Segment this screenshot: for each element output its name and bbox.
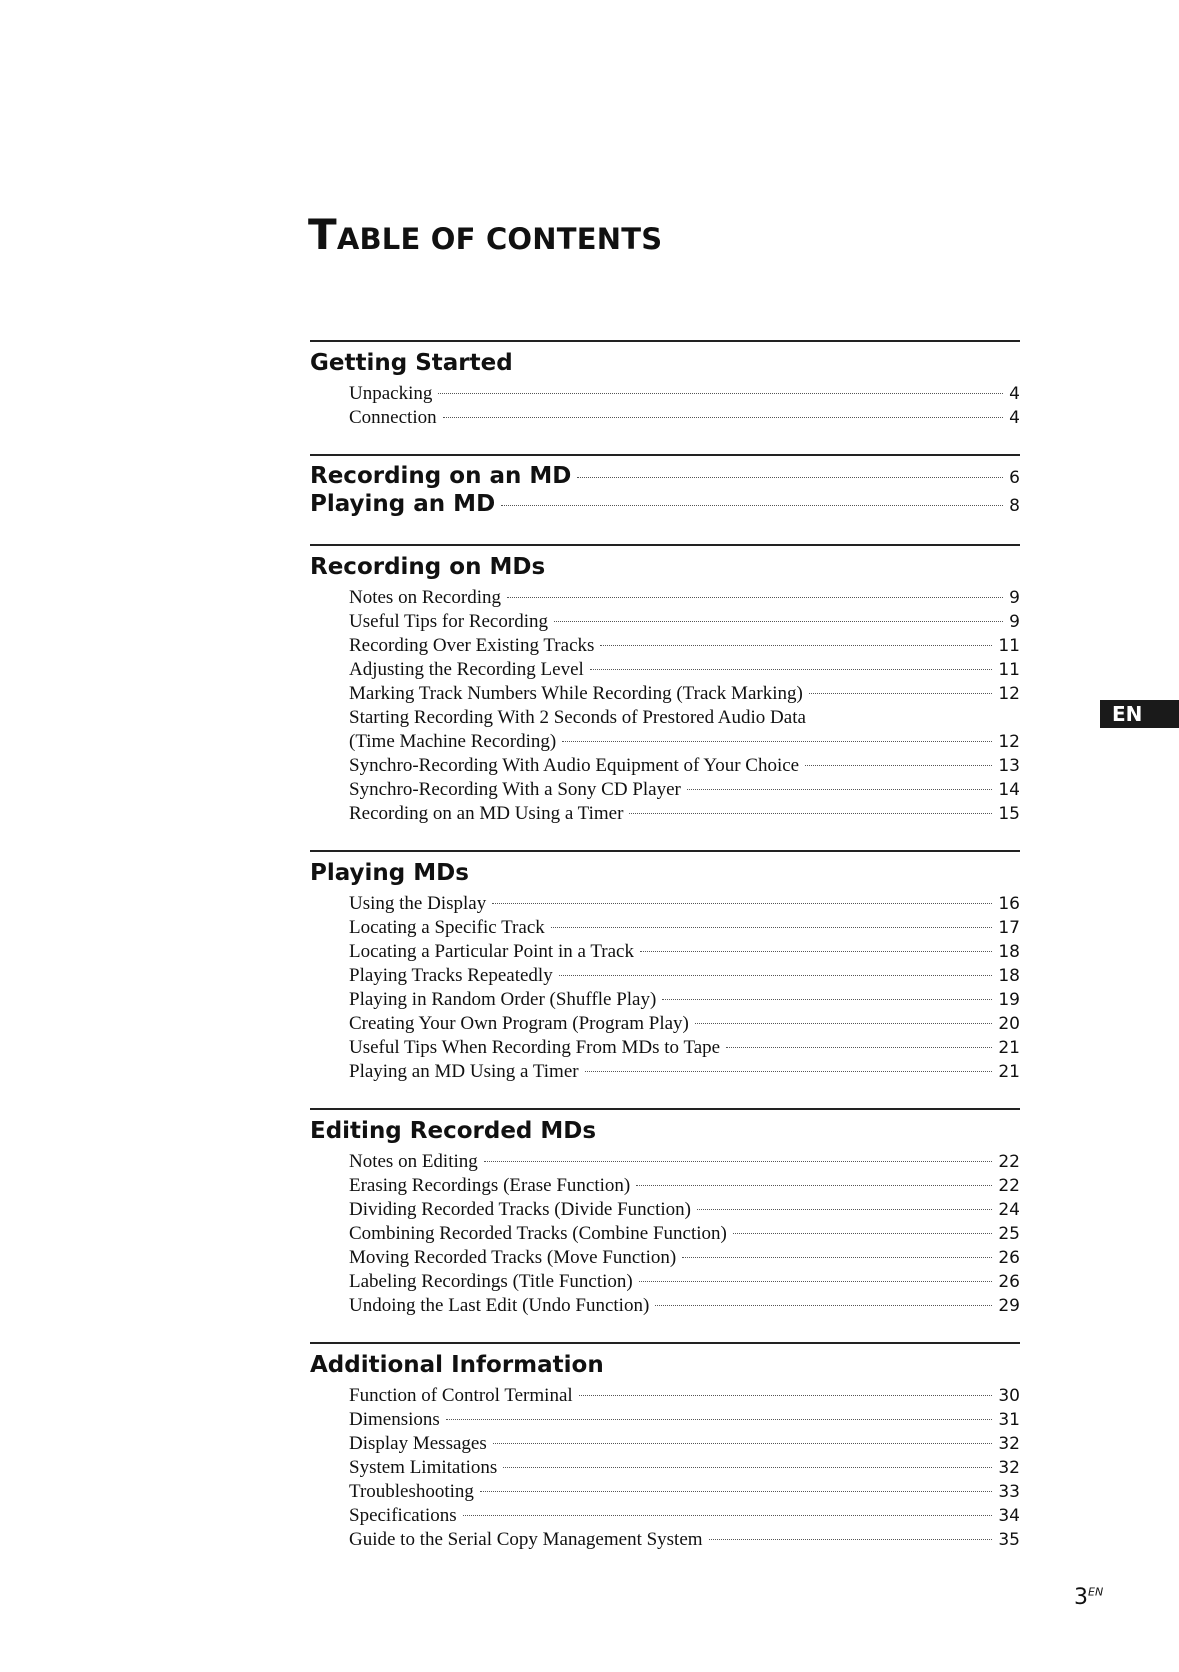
- toc-entry[interactable]: [349, 1432, 1020, 1456]
- dot-leader: [640, 951, 992, 952]
- entry-label: Synchro-Recording With a Sony CD Player: [349, 779, 681, 800]
- page-number-suffix: EN: [1088, 1585, 1104, 1599]
- entry-page: 8: [1009, 496, 1020, 516]
- toc-entry[interactable]: [349, 730, 1020, 754]
- entry-page: 21: [998, 1038, 1020, 1058]
- toc-entry[interactable]: [349, 1222, 1020, 1246]
- entry-label: Using the Display: [349, 893, 487, 914]
- toc-entry[interactable]: [349, 988, 1020, 1012]
- entry-label: Moving Recorded Tracks (Move Function): [349, 1247, 677, 1268]
- toc-entry[interactable]: [349, 754, 1020, 778]
- dot-leader: [600, 645, 992, 646]
- dot-leader: [562, 741, 992, 742]
- toc-entry[interactable]: [349, 658, 1020, 682]
- dot-leader: [697, 1209, 992, 1210]
- entry-label: Useful Tips for Recording: [349, 611, 548, 632]
- entry-page: 11: [998, 660, 1020, 680]
- entry-page: 15: [998, 804, 1020, 824]
- toc-entry[interactable]: [349, 1408, 1020, 1432]
- entry-label: Recording on an MD Using a Timer: [349, 803, 624, 824]
- toc-entry[interactable]: [349, 1528, 1020, 1552]
- entry-label: Connection: [349, 407, 437, 428]
- entry-page: 4: [1009, 408, 1020, 428]
- toc-entry[interactable]: [349, 802, 1020, 826]
- section-title: Getting Started: [310, 350, 513, 376]
- entry-label: Synchro-Recording With Audio Equipment of Your Choice: [349, 755, 800, 776]
- dot-leader: [501, 505, 1003, 506]
- entry-label: System Limitations: [349, 1457, 498, 1478]
- page-number-value: 3: [1074, 1585, 1088, 1610]
- toc-entry[interactable]: [349, 1036, 1020, 1060]
- entry-page: 19: [998, 990, 1020, 1010]
- toc-entry[interactable]: [349, 1504, 1020, 1528]
- entry-label: Specifications: [349, 1505, 457, 1526]
- entry-label: Troubleshooting: [349, 1481, 474, 1502]
- entry-page: 31: [998, 1410, 1020, 1430]
- toc-section-getting-started: [310, 340, 1020, 430]
- dot-leader: [463, 1515, 993, 1516]
- entry-label: Recording Over Existing Tracks: [349, 635, 595, 656]
- entry-page: 17: [998, 918, 1020, 938]
- toc-entry[interactable]: [349, 406, 1020, 430]
- toc-entry[interactable]: [349, 1198, 1020, 1222]
- entry-label: Playing an MD: [310, 491, 496, 517]
- entry-page: 21: [998, 1062, 1020, 1082]
- toc-entry[interactable]: [349, 916, 1020, 940]
- entry-label: Starting Recording With 2 Seconds of Prestored Audio Data: [349, 707, 806, 728]
- entry-page: 26: [998, 1248, 1020, 1268]
- entry-label: Playing in Random Order (Shuffle Play): [349, 989, 657, 1010]
- entry-label: Recording on an MD: [310, 463, 572, 489]
- dot-leader: [438, 393, 1003, 394]
- dot-leader: [695, 1023, 993, 1024]
- entry-page: 12: [998, 684, 1020, 704]
- dot-leader: [662, 999, 992, 1000]
- dot-leader: [639, 1281, 993, 1282]
- entry-page: 18: [998, 966, 1020, 986]
- section-title: Recording on MDs: [310, 554, 546, 580]
- section-title: Additional Information: [310, 1352, 604, 1378]
- toc-entry[interactable]: [349, 1174, 1020, 1198]
- page-number: [1074, 1585, 1103, 1610]
- entry-page: 4: [1009, 384, 1020, 404]
- dot-leader: [733, 1233, 992, 1234]
- dot-leader: [446, 1419, 993, 1420]
- section-title: Editing Recorded MDs: [310, 1118, 597, 1144]
- title-rest: ABLE OF CONTENTS: [336, 222, 663, 256]
- entry-page: 33: [998, 1482, 1020, 1502]
- dot-leader: [590, 669, 993, 670]
- entry-page: 30: [998, 1386, 1020, 1406]
- entry-label: Dividing Recorded Tracks (Divide Function): [349, 1199, 691, 1220]
- entry-page: 14: [998, 780, 1020, 800]
- toc-entry[interactable]: [349, 634, 1020, 658]
- dot-leader: [492, 903, 992, 904]
- dot-leader: [809, 693, 993, 694]
- toc-section-editing-recorded-mds: [310, 1108, 1020, 1318]
- toc-entry-major[interactable]: [310, 462, 1020, 490]
- toc-entry[interactable]: [349, 1246, 1020, 1270]
- toc-entry[interactable]: [349, 1060, 1020, 1084]
- entry-label: Notes on Editing: [349, 1151, 478, 1172]
- entry-page: 12: [998, 732, 1020, 752]
- toc-entry[interactable]: [349, 382, 1020, 406]
- entry-page: 9: [1009, 612, 1020, 632]
- entry-page: 32: [998, 1434, 1020, 1454]
- title-first-letter: T: [308, 210, 337, 259]
- entry-page: 6: [1009, 468, 1020, 488]
- toc-section-playing-mds: [310, 850, 1020, 1084]
- entry-page: 35: [998, 1530, 1020, 1550]
- entry-label: Guide to the Serial Copy Management System: [349, 1529, 703, 1550]
- toc-entry[interactable]: [349, 1384, 1020, 1408]
- entry-label: Erasing Recordings (Erase Function): [349, 1175, 631, 1196]
- entry-label: Locating a Particular Point in a Track: [349, 941, 634, 962]
- entry-label: Useful Tips When Recording From MDs to Tape: [349, 1037, 721, 1058]
- toc-entry[interactable]: [349, 1456, 1020, 1480]
- entry-label: Combining Recorded Tracks (Combine Function): [349, 1223, 727, 1244]
- entry-label: Locating a Specific Track: [349, 917, 545, 938]
- entry-page: 16: [998, 894, 1020, 914]
- section-title: Playing MDs: [310, 860, 469, 886]
- entry-page: 29: [998, 1296, 1020, 1316]
- toc-entry[interactable]: [349, 892, 1020, 916]
- toc-entry[interactable]: [349, 706, 1020, 730]
- toc-entry[interactable]: [349, 1270, 1020, 1294]
- toc-entry[interactable]: [349, 1480, 1020, 1504]
- dot-leader: [655, 1305, 992, 1306]
- dot-leader: [726, 1047, 992, 1048]
- toc-entry[interactable]: [349, 586, 1020, 610]
- dot-leader: [709, 1539, 993, 1540]
- toc-entry[interactable]: [349, 964, 1020, 988]
- toc-entry[interactable]: [349, 778, 1020, 802]
- dot-leader: [443, 417, 1004, 418]
- entry-page: 32: [998, 1458, 1020, 1478]
- toc-entry[interactable]: [349, 610, 1020, 634]
- entry-page: 22: [998, 1176, 1020, 1196]
- entry-page: 9: [1009, 588, 1020, 608]
- toc-entry[interactable]: [349, 682, 1020, 706]
- entry-page: 20: [998, 1014, 1020, 1034]
- dot-leader: [551, 927, 993, 928]
- dot-leader: [493, 1443, 993, 1444]
- toc-section-additional-information: [310, 1342, 1020, 1552]
- dot-leader: [579, 1395, 993, 1396]
- entry-label: Labeling Recordings (Title Function): [349, 1271, 633, 1292]
- entry-label: Display Messages: [349, 1433, 487, 1454]
- dot-leader: [480, 1491, 992, 1492]
- dot-leader: [559, 975, 993, 976]
- dot-leader: [687, 789, 992, 790]
- dot-leader: [585, 1071, 993, 1072]
- toc-entry[interactable]: [349, 1150, 1020, 1174]
- dot-leader: [629, 813, 992, 814]
- page-title: [308, 210, 662, 259]
- toc-entry-major[interactable]: [310, 490, 1020, 518]
- toc-entry[interactable]: [349, 1294, 1020, 1318]
- entry-label: Playing an MD Using a Timer: [349, 1061, 579, 1082]
- entry-label: Function of Control Terminal: [349, 1385, 573, 1406]
- entry-page: 22: [998, 1152, 1020, 1172]
- dot-leader: [805, 765, 992, 766]
- toc-entry[interactable]: [349, 940, 1020, 964]
- toc-entry[interactable]: [349, 1012, 1020, 1036]
- entry-label: (Time Machine Recording): [349, 731, 557, 752]
- entry-page: 25: [998, 1224, 1020, 1244]
- language-tab: EN: [1100, 700, 1179, 728]
- entry-page: 26: [998, 1272, 1020, 1292]
- entry-label: Adjusting the Recording Level: [349, 659, 584, 680]
- entry-label: Unpacking: [349, 383, 433, 404]
- entry-page: 18: [998, 942, 1020, 962]
- dot-leader: [682, 1257, 992, 1258]
- entry-label: Playing Tracks Repeatedly: [349, 965, 553, 986]
- dot-leader: [554, 621, 1003, 622]
- entry-page: 34: [998, 1506, 1020, 1526]
- dot-leader: [503, 1467, 992, 1468]
- entry-page: 11: [998, 636, 1020, 656]
- dot-leader: [636, 1185, 992, 1186]
- toc-section-recording-on-mds: [310, 544, 1020, 826]
- entry-label: Undoing the Last Edit (Undo Function): [349, 1295, 650, 1316]
- entry-label: Dimensions: [349, 1409, 440, 1430]
- entry-label: Marking Track Numbers While Recording (Track Marking): [349, 683, 803, 704]
- entry-label: Creating Your Own Program (Program Play): [349, 1013, 689, 1034]
- toc-section-main-operations: [310, 454, 1020, 518]
- entry-label: Notes on Recording: [349, 587, 501, 608]
- table-of-contents: [310, 340, 1020, 1552]
- dot-leader: [577, 477, 1003, 478]
- dot-leader: [507, 597, 1003, 598]
- entry-page: 13: [998, 756, 1020, 776]
- entry-page: 24: [998, 1200, 1020, 1220]
- dot-leader: [484, 1161, 993, 1162]
